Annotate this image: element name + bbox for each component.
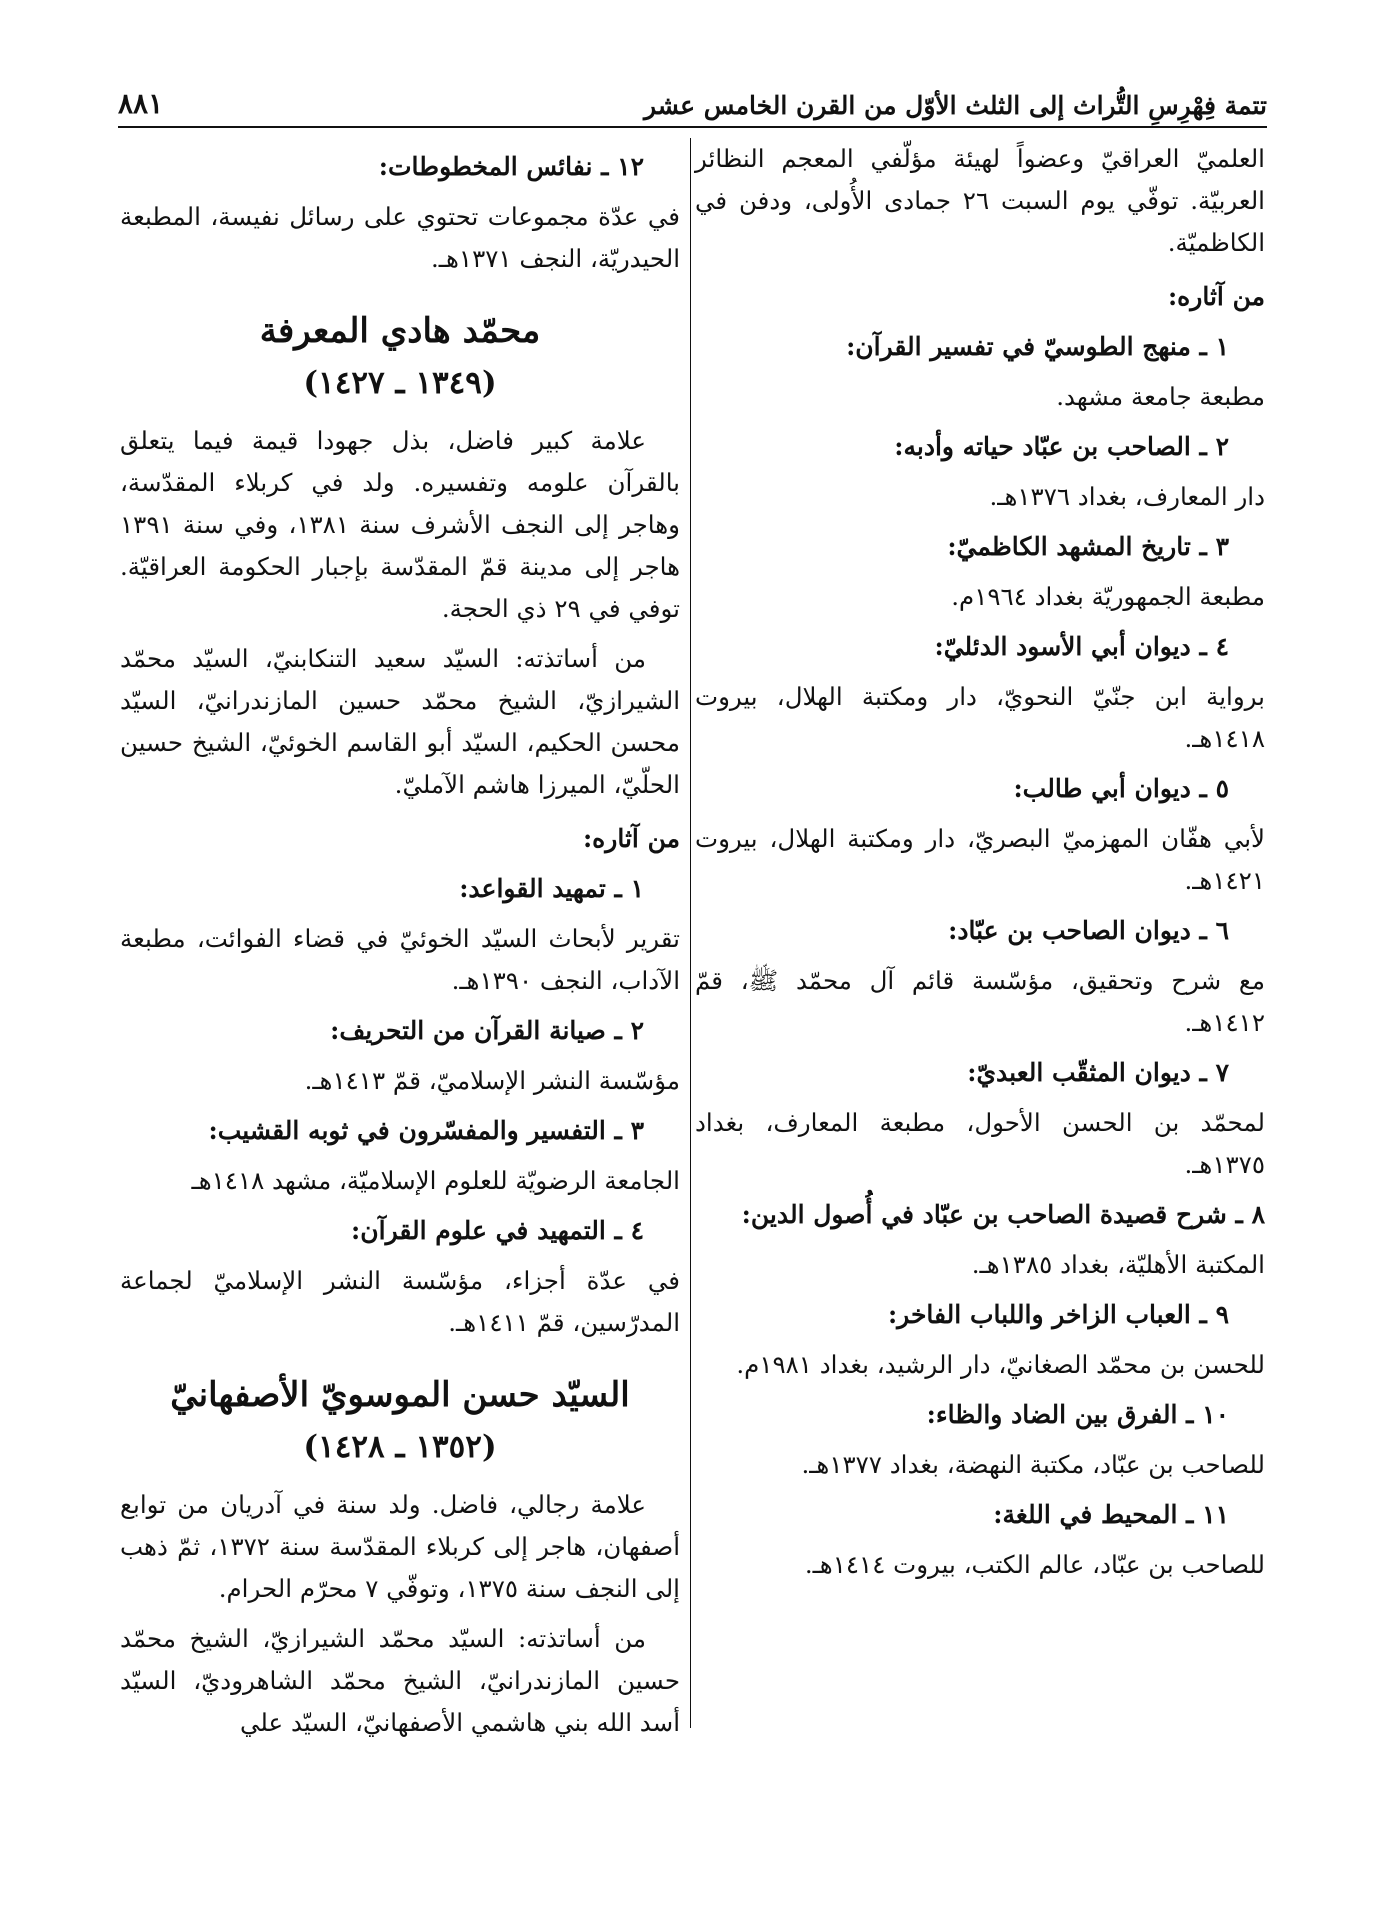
work-details: للصاحب بن عبّاد، مكتبة النهضة، بغداد ١٣٧٧هـ. [801, 1450, 1265, 1479]
bio-continuation: العلميّ العراقيّ وعضواً لهيئة مؤلّفي المعجم النظائر العربيّة. توفّي يوم السبت ٢٦ جمادى الأُولى، ودفن في الكاظميّة. [695, 144, 1265, 257]
work-details: تقرير لأبحاث السيّد الخوئيّ في قضاء الفوائت، مطبعة الآداب، النجف ١٣٩٠هـ. [120, 924, 680, 995]
work-title: ٥ ـ ديوان أبي طالب: [1013, 774, 1229, 803]
work-details: للحسن بن محمّد الصغانيّ، دار الرشيد، بغداد ١٩٨١م. [736, 1350, 1265, 1379]
works-heading: من آثاره: [582, 824, 680, 853]
work-details: مع شرح وتحقيق، مؤسّسة قائم آل محمّد ﷺ، قمّ ١٤١٢هـ. [695, 966, 1265, 1037]
biography-description: علامة رجالي، فاضل. ولد سنة في آدريان من توابع أصفهان، هاجر إلى كربلاء المقدّسة سنة ١٣٧٢، ثمّ ذهب إلى النجف سنة ١٣٧٥، وتوفّي ٧ محرّم الحرام. [120, 1490, 680, 1603]
work-title: ٧ ـ ديوان المثقّب العبديّ: [967, 1058, 1229, 1087]
work-details: مطبعة جامعة مشهد. [1056, 382, 1265, 411]
biography-name: السيّد حسن الموسويّ الأصفهانيّ [170, 1375, 630, 1415]
work-details: مطبعة الجمهوريّة بغداد ١٩٦٤م. [951, 582, 1265, 611]
work-title: ١ ـ منهج الطوسيّ في تفسير القرآن: [846, 332, 1229, 361]
biography-name: محمّد هادي المعرفة [259, 311, 541, 351]
work-details: لمحمّد بن الحسن الأحول، مطبعة المعارف، بغداد ١٣٧٥هـ. [695, 1108, 1265, 1179]
work-title: ٣ ـ تاريخ المشهد الكاظميّ: [947, 532, 1229, 561]
work-details: برواية ابن جنّيّ النحويّ، دار ومكتبة الهلال، بيروت ١٤١٨هـ. [695, 682, 1265, 753]
biography-teachers: من أساتذته: السيّد محمّد الشيرازيّ، الشيخ محمّد حسين المازندرانيّ، الشيخ محمّد الشاهروديّ، السيّد أسد الله بني هاشمي الأصفهانيّ، السيّد علي [120, 1624, 680, 1737]
work-details: المكتبة الأهليّة، بغداد ١٣٨٥هـ. [971, 1250, 1265, 1279]
work-title: ٦ ـ ديوان الصاحب بن عبّاد: [948, 916, 1229, 945]
work-title: ٨ ـ شرح قصيدة الصاحب بن عبّاد في أُصول الدين: [741, 1200, 1265, 1229]
running-header [118, 72, 1267, 128]
work-title: ٣ ـ التفسير والمفسّرون في ثوبه القشيب: [208, 1116, 644, 1145]
work-title: ٩ ـ العباب الزاخر واللباب الفاخر: [887, 1300, 1229, 1329]
works-list [695, 326, 1265, 1586]
work-title: ١٢ ـ نفائس المخطوطات: [378, 152, 644, 181]
running-title: تتمة فِهْرِسِ التُّراث إلى الثلث الأوّل من القرن الخامس عشر [643, 91, 1267, 120]
work-details: دار المعارف، بغداد ١٣٧٦هـ. [989, 482, 1265, 511]
work-details: في عدّة مجموعات تحتوي على رسائل نفيسة، المطبعة الحيدريّة، النجف ١٣٧١هـ. [120, 202, 680, 273]
right-column [695, 138, 1265, 1846]
works-list [120, 868, 680, 1344]
left-column [120, 138, 680, 1846]
biography-years: (١٣٤٩ ـ ١٤٢٧) [303, 365, 497, 401]
page-number: ٨٨١ [118, 87, 164, 120]
biography-years: (١٣٥٢ ـ ١٤٢٨) [303, 1429, 497, 1465]
work-details: للصاحب بن عبّاد، عالم الكتب، بيروت ١٤١٤هـ. [804, 1550, 1265, 1579]
work-details: الجامعة الرضويّة للعلوم الإسلاميّة، مشهد ١٤١٨هـ [191, 1166, 680, 1195]
work-title: ٤ ـ ديوان أبي الأسود الدئليّ: [934, 632, 1229, 661]
column-divider [690, 138, 691, 1728]
work-title: ١١ ـ المحيط في اللغة: [993, 1500, 1229, 1529]
work-details: مؤسّسة النشر الإسلاميّ، قمّ ١٤١٣هـ. [304, 1066, 680, 1095]
biography-description: علامة كبير فاضل، بذل جهودا قيمة فيما يتعلق بالقرآن علومه وتفسيره. ولد في كربلاء المقدّسة، وهاجر إلى النجف الأشرف سنة ١٣٨١، وفي سنة ١٣٩١ هاجر إلى مدينة قمّ المقدّسة بإجبار الحكومة العراقيّة. توفي في ٢٩ ذي الحجة. [120, 426, 680, 623]
work-details: لأبي هفّان المهزميّ البصريّ، دار ومكتبة الهلال، بيروت ١٤٢١هـ. [695, 824, 1265, 895]
biography-teachers: من أساتذته: السيّد سعيد التنكابنيّ، السيّد محمّد الشيرازيّ، الشيخ محمّد حسين المازندرانيّ، السيّد محسن الحكيم، السيّد أبو القاسم الخوئيّ، الشيخ حسين الحلّيّ، الميرزا هاشم الآمليّ. [120, 644, 680, 799]
work-title: ٢ ـ الصاحب بن عبّاد حياته وأدبه: [894, 432, 1229, 461]
work-details: في عدّة أجزاء، مؤسّسة النشر الإسلاميّ لجماعة المدرّسين، قمّ ١٤١١هـ. [120, 1266, 680, 1337]
works-heading: من آثاره: [1167, 282, 1265, 311]
work-title: ٤ ـ التمهيد في علوم القرآن: [351, 1216, 644, 1245]
work-title: ١٠ ـ الفرق بين الضاد والظاء: [926, 1400, 1229, 1429]
work-title: ١ ـ تمهيد القواعد: [459, 874, 644, 903]
work-title: ٢ ـ صيانة القرآن من التحريف: [330, 1016, 644, 1045]
